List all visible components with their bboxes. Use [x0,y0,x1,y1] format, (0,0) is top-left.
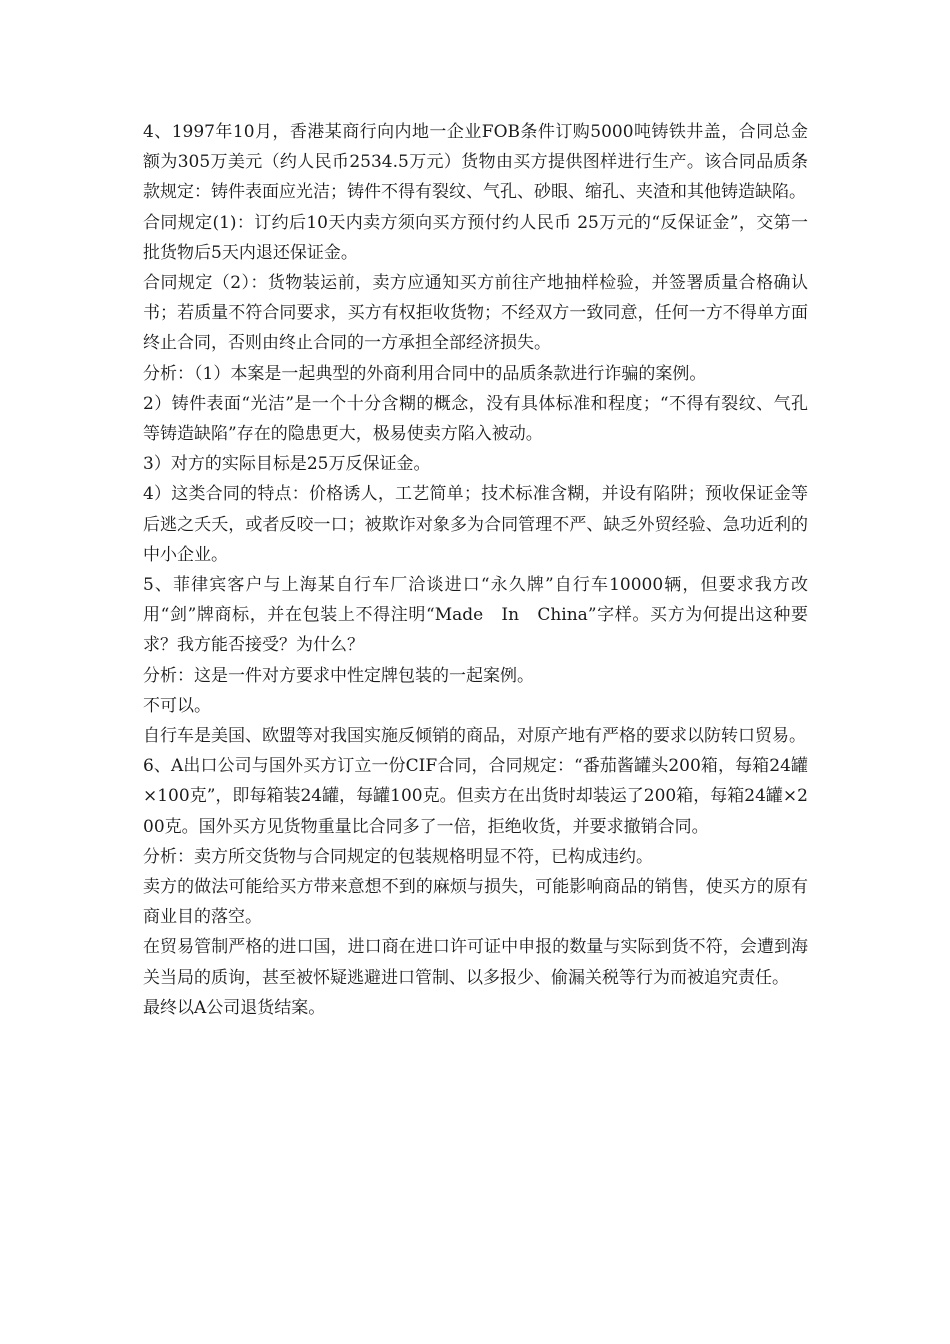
case-6-intro-paragraph: 6、A出口公司与国外买方订立一份CIF合同，合同规定：“番茄酱罐头200箱，每箱24罐×100克”，即每箱装24罐，每罐100克。但卖方在出货时却装运了200箱，每箱24罐×200克。国外买方见货物重量比合同多了一倍，拒绝收货，并要求撤销合同。 [143,756,808,837]
case-4-clause-1-paragraph: 合同规定(1)：订约后10天内卖方须向买方预付约人民币 25万元的“反保证金”，交第一批货物后5天内退还保证金。 [143,212,808,263]
case-5-reason-paragraph: 自行车是美国、欧盟等对我国实施反倾销的商品，对原产地有严格的要求以防转口贸易。 [143,726,806,747]
case-6-consequence-paragraph: 卖方的做法可能给买方带来意想不到的麻烦与损失，可能影响商品的销售，使买方的原有商业目的落空。 [143,877,808,928]
case-6-conclusion-paragraph: 最终以A公司退货结案。 [143,997,326,1018]
case-5-intro-paragraph: 5、菲律宾客户与上海某自行车厂洽谈进口“永久牌”自行车10000辆，但要求我方改用“剑”牌商标，并在包装上不得注明“Made In China”字样。买方为何提出这种要求？我方能否接受？为什么？ [143,575,808,656]
case-5-analysis-paragraph: 分析：这是一件对方要求中性定牌包装的一起案例。 [143,665,534,686]
case-4-analysis-4-paragraph: 4）这类合同的特点：价格诱人，工艺简单；技术标准含糊，并设有陷阱；预收保证金等后逃之夭夭，或者反咬一口；被欺诈对象多为合同管理不严、缺乏外贸经验、急功近利的中小企业。 [143,484,808,565]
case-4-clause-2-paragraph: 合同规定（2）：货物装运前，卖方应通知买方前往产地抽样检验，并签署质量合格确认书；若质量不符合同要求，买方有权拒收货物；不经双方一致同意，任何一方不得单方面终止合同，否则由终止合同的一方承担全部经济损失。 [143,273,808,354]
case-4-analysis-1-paragraph: 分析：（1）本案是一起典型的外商利用合同中的品质条款进行诈骗的案例。 [143,363,707,384]
case-5-answer-paragraph: 不可以。 [143,695,211,716]
case-6-regulation-paragraph: 在贸易管制严格的进口国，进口商在进口许可证中申报的数量与实际到货不符，会遭到海关当局的质询，甚至被怀疑逃避进口管制、以多报少、偷漏关税等行为而被追究责任。 [143,937,808,988]
document-body [143,117,808,1023]
case-6-analysis-paragraph: 分析：卖方所交货物与合同规定的包装规格明显不符，已构成违约。 [143,846,653,867]
case-4-analysis-3-paragraph: 3）对方的实际目标是25万反保证金。 [143,454,431,475]
case-4-intro-paragraph: 4、1997年10月，香港某商行向内地一企业FOB条件订购5000吨铸铁井盖，合同总金额为305万美元（约人民币2534.5万元）货物由买方提供图样进行生产。该合同品质条款规定：铸件表面应光洁；铸件不得有裂纹、气孔、砂眼、缩孔、夹渣和其他铸造缺陷。 [143,122,808,203]
case-4-analysis-2-paragraph: 2）铸件表面“光洁”是一个十分含糊的概念，没有具体标准和程度；“不得有裂纹、气孔等铸造缺陷”存在的隐患更大，极易使卖方陷入被动。 [143,393,808,445]
